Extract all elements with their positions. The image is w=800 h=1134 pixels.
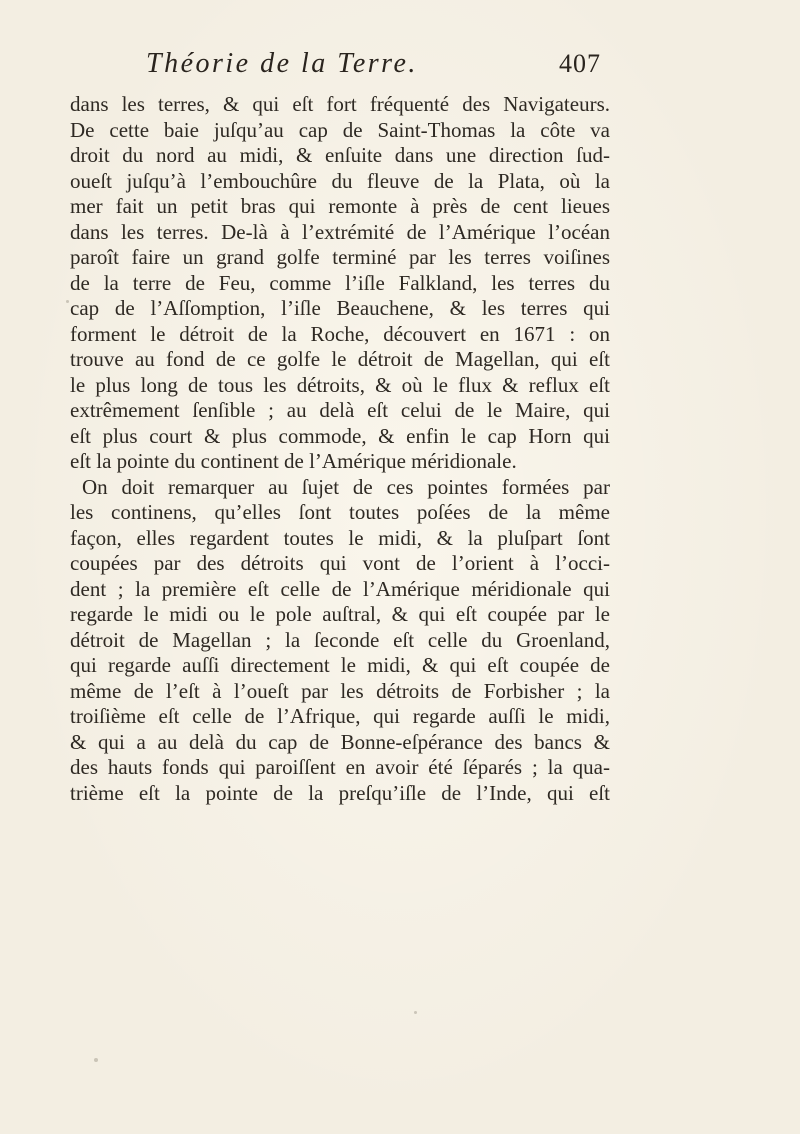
text-line: dans les terres. De-là à l’extrémité de l’Amérique l’océan: [70, 219, 610, 244]
text-line: mer fait un petit bras qui remonte à près de cent lieues: [70, 194, 610, 218]
text-line: de la terre de Feu, comme l’iſle Falkland, les terres du: [70, 270, 610, 295]
text-line: extrêmement ſenſible ; au delà eſt celui de le Maire, qui: [70, 398, 610, 422]
text-line: dans les terres, & qui eſt fort fréquenté des Navigateurs.: [70, 92, 610, 116]
paper-speck: [66, 300, 69, 303]
text-line: les continens, qu’elles ſont toutes poſées de la même: [70, 500, 610, 524]
text-line: des hauts fonds qui paroiſſent en avoir été ſéparés ; la qua-: [70, 755, 610, 779]
text-line: trouve au fond de ce golfe le détroit de Magellan, qui eſt: [70, 347, 610, 371]
text-line: forment le détroit de la Roche, découvert en 1671 : on: [70, 321, 610, 346]
paper-speck: [94, 1058, 98, 1062]
text-line: eſt plus court & plus commode, & enfin le cap Horn qui: [70, 423, 610, 448]
text-line: détroit de Magellan ; la ſeconde eſt celle du Groenland,: [70, 627, 610, 652]
paper-speck: [414, 1011, 417, 1014]
text-line: coupées par des détroits qui vont de l’orient à l’occi-: [70, 551, 610, 575]
running-head-title: Théorie de la Terre.: [146, 48, 418, 79]
text-line: oueſt juſqu’à l’embouchûre du fleuve de la Plata, où la: [70, 168, 610, 193]
text-line: On doit remarquer au ſujet de ces pointes formées par: [82, 474, 610, 499]
text-line: paroît faire un grand golfe terminé par les terres voiſines: [70, 245, 610, 269]
text-line: façon, elles regardent toutes le midi, & la pluſpart ſont: [70, 525, 610, 550]
page-number: 407: [559, 49, 601, 78]
running-head: [146, 48, 601, 88]
text-line: troiſième eſt celle de l’Afrique, qui regarde auſſi le midi,: [70, 704, 610, 728]
text-line: le plus long de tous les détroits, & où le flux & reflux eſt: [70, 372, 610, 397]
text-line: De cette baie juſqu’au cap de Saint-Thomas la côte va: [70, 117, 610, 142]
text-line: droit du nord au midi, & enſuite dans une direction ſud-: [70, 143, 610, 167]
text-line: & qui a au delà du cap de Bonne-eſpérance des bancs &: [70, 729, 610, 754]
text-line: eſt la pointe du continent de l’Amérique méridionale.: [70, 449, 517, 473]
text-line: trième eſt la pointe de la preſqu’iſle de l’Inde, qui eſt: [70, 780, 610, 805]
text-line: même de l’eſt à l’oueſt par les détroits de Forbisher ; la: [70, 678, 610, 703]
text-line: qui regarde auſſi directement le midi, & qui eſt coupée de: [70, 653, 610, 677]
text-line: dent ; la première eſt celle de l’Amérique méridionale qui: [70, 576, 610, 601]
body-text: [70, 92, 610, 806]
text-line: cap de l’Aſſomption, l’iſle Beauchene, & les terres qui: [70, 296, 610, 320]
text-line: regarde le midi ou le pole auſtral, & qui eſt coupée par le: [70, 602, 610, 626]
